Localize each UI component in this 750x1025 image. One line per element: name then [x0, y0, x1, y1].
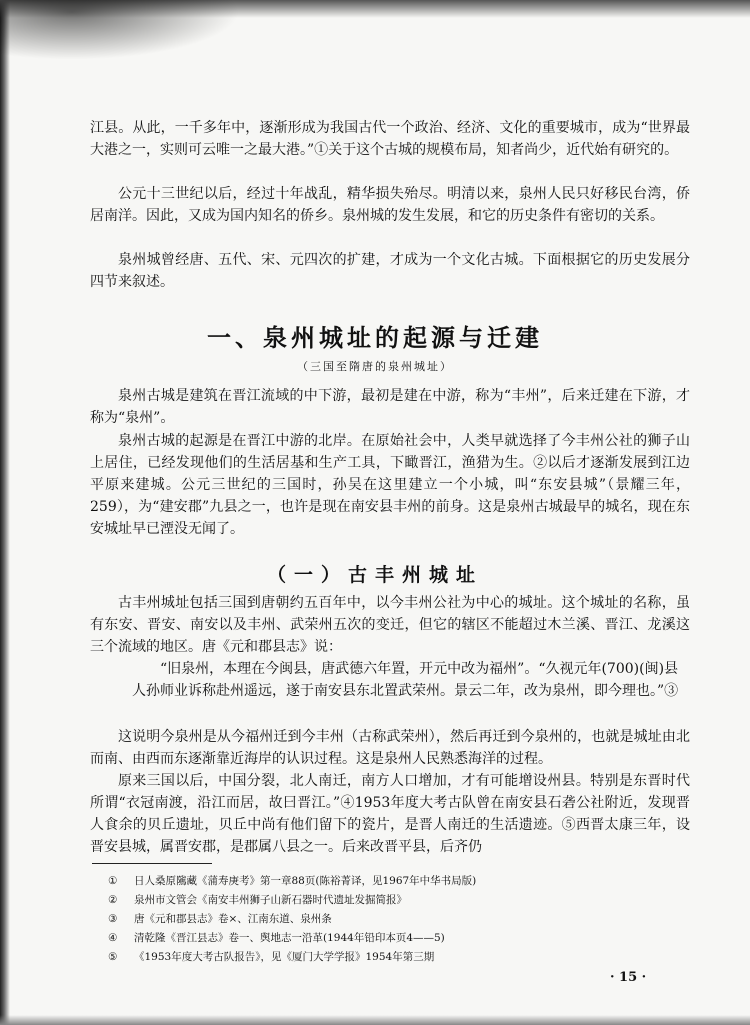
- intro-paragraph-2: 公元十三世纪以后，经过十年战乱，精华损失殆尽。明清以来，泉州人民只好移民台湾，侨居南洋。因此，又成为国内知名的侨乡。泉州城的发生发展，和它的历史条件有密切的关系。: [90, 186, 690, 224]
- footnote-text: 清乾隆《晋江县志》卷一、舆地志一沿革(1944年铅印本页4——5): [134, 932, 445, 944]
- section-paragraph-1: 泉州古城是建筑在晋江流域的中下游，最初是建在中游，称为“丰州”，后来迁建在下游，才称为“泉州”。: [90, 388, 690, 426]
- footnote-mark: ④: [108, 932, 118, 944]
- section-title: 一、泉州城址的起源与迁建: [207, 324, 543, 352]
- footnote-text: 唐《元和郡县志》卷×、江南东道、泉州条: [134, 913, 332, 925]
- footnote-mark: ③: [108, 913, 118, 925]
- footnote-mark: ⑤: [108, 951, 118, 963]
- intro-paragraph-3: 泉州城曾经唐、五代、宋、元四次的扩建，才成为一个文化古城。下面根据它的历史发展分四节来叙述。: [90, 252, 690, 290]
- subsection-paragraph-3: 原来三国以后，中国分裂，北人南迁，南方人口增加，才有可能增设州县。特别是东晋时代所谓“衣冠南渡，沿江而居，故曰晋江。”④1953年度大考古队曾在南安县石砻公社附近，发现晋人食余的贝丘遗址，贝丘中尚有他们留下的瓷片，是晋人南迁的生活遗迹。⑤西晋太康三年，设晋安县城，属晋安郡，是郡属八县之一。后来改晋平县，后齐仍: [90, 773, 690, 855]
- footnote-divider: [92, 863, 212, 864]
- footnote-mark: ①: [108, 875, 118, 887]
- section-subtitle: （三国至隋唐的泉州城址）: [297, 360, 453, 373]
- section-paragraph-2: 泉州古城的起源是在晋江中游的北岸。在原始社会中，人类早就选择了今丰州公社的狮子山上居住，已经发现他们的生活居基和生产工具，下瞰晋江，渔猎为生。②以后才逐渐发展到江边平原来建城。公元三世纪的三国时，孙吴在这里建立一个小城，叫“东安县城”（景耀三年，259），为“建安郡”九县之一，也许是现在南安县丰州的前身。这是泉州古城最早的城名，现在东安城址早已湮没无闻了。: [90, 433, 690, 537]
- footnote-list: [108, 872, 698, 967]
- footnote-text: 《1953年度大考古队报告》，见《厦门大学学报》1954年第三期: [134, 951, 435, 963]
- subsection-paragraph-2: 这说明今泉州是从今福州迁到今丰州（古称武荣州），然后再迁到今泉州的，也就是城址由北而南、由西而东逐渐靠近海岸的认识过程。这是泉州人民熟悉海洋的过程。: [90, 729, 690, 767]
- intro-paragraph-1: 江县。从此，一千多年中，逐渐形成为我国古代一个政治、经济、文化的重要城市，成为“世界最大港之一，实则可云唯一之最大港。”①关于这个古城的规模布局，知者尚少，近代始有研究的。: [90, 120, 690, 158]
- block-quote: “旧泉州，本理在今闽县，唐武德六年置，开元中改为福州”。“久视元年(700)(闽)县人孙师业诉称赴州遥远，遂于南安县东北置武荣州。景云二年，改为泉州，即今理也。”③: [132, 661, 679, 699]
- subsection-title: （一）古丰州城址: [266, 564, 483, 586]
- scan-blot: [0, 0, 240, 60]
- footnote-item: [108, 910, 698, 929]
- footnote-text: 泉州市文管会《南安丰州狮子山新石器时代遗址发掘简报》: [134, 894, 407, 906]
- scan-shadow-left: [0, 0, 10, 1025]
- footnote-mark: ②: [108, 894, 118, 906]
- footnote-item: [108, 948, 698, 967]
- page-number: · 15 ·: [610, 970, 647, 985]
- footnote-item: [108, 872, 698, 891]
- subsection-paragraph-1: 古丰州城址包括三国到唐朝约五百年中，以今丰州公社为中心的城址。这个城址的名称，虽有东安、晋安、南安以及丰州、武荣州五次的变迁，但它的辖区不能超过木兰溪、晋江、龙溪这三个流域的地区。唐《元和郡县志》说：: [90, 595, 690, 655]
- footnote-text: 日人桑原隲藏《蒲寿庚考》第一章88页(陈裕菁译，见1967年中华书局版): [134, 875, 477, 887]
- footnote-item: [108, 929, 698, 948]
- scan-shadow-bottom: [0, 1015, 750, 1025]
- footnote-item: [108, 891, 698, 910]
